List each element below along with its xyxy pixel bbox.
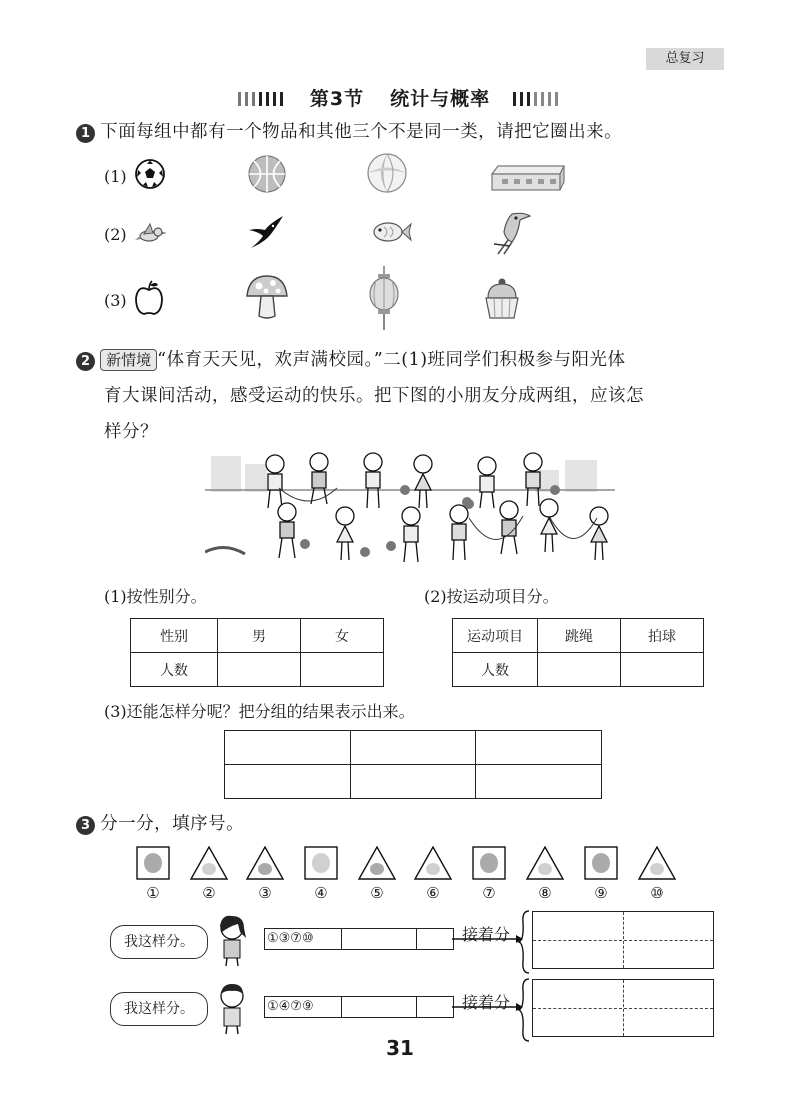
table-header: 拍球 — [621, 619, 704, 653]
shape-card[interactable] — [638, 846, 676, 902]
section-number: 第3节 — [309, 88, 365, 110]
speech-bubble: 我这样分。 — [110, 925, 208, 959]
triangle-shape-icon — [358, 846, 396, 880]
shape-number: ⑧ — [538, 884, 552, 902]
table-row-label: 人数 — [453, 653, 538, 687]
soccer-ball-icon[interactable] — [134, 158, 166, 190]
lantern-icon[interactable] — [368, 266, 400, 332]
shape-number: ⑨ — [594, 884, 608, 902]
square-shape-icon — [582, 846, 620, 880]
part-3-label: (3)还能怎样分呢？把分组的结果表示出来。 — [104, 702, 415, 721]
shape-number: ③ — [258, 884, 272, 902]
square-shape-icon — [470, 846, 508, 880]
shape-number: ② — [202, 884, 216, 902]
bird-icon[interactable] — [134, 222, 168, 246]
triangle-shape-icon — [190, 846, 228, 880]
answer-cell[interactable] — [476, 731, 602, 765]
shape-card[interactable] — [358, 846, 396, 902]
shape-number: ⑦ — [482, 884, 496, 902]
question-text-line: 育大课间活动，感受运动的快乐。把下图的小朋友分成两组，应该怎 — [104, 386, 644, 406]
triangle-shape-icon — [246, 846, 284, 880]
result-box[interactable] — [532, 911, 714, 969]
answer-box[interactable] — [264, 928, 454, 950]
pencil-case-icon[interactable] — [488, 160, 568, 196]
shape-cards — [134, 846, 694, 902]
table-header: 性别 — [131, 619, 218, 653]
q1-row-label: (3) — [104, 291, 127, 310]
next-step-label: 接着分 — [462, 925, 511, 944]
square-shape-icon — [302, 846, 340, 880]
square-shape-icon — [134, 846, 172, 880]
section-title — [0, 84, 800, 111]
shape-card[interactable] — [134, 846, 172, 902]
brace-icon — [518, 910, 530, 974]
answer-cell[interactable] — [621, 653, 704, 687]
section-name: 统计与概率 — [390, 88, 491, 110]
question-3 — [76, 810, 244, 835]
answer-cell[interactable] — [225, 731, 351, 765]
question-text: 分一分，填序号。 — [100, 814, 245, 834]
question-number: 1 — [76, 124, 95, 143]
answer-cell[interactable] — [350, 731, 476, 765]
answer-cell[interactable] — [218, 653, 301, 687]
page-number: 31 — [386, 1036, 414, 1060]
question-text-line: 样分？ — [104, 422, 158, 442]
apple-icon[interactable] — [134, 280, 164, 316]
shape-card[interactable] — [414, 846, 452, 902]
speech-bubble: 我这样分。 — [110, 992, 208, 1026]
children-playing-illustration — [205, 444, 615, 574]
result-box[interactable] — [532, 979, 714, 1037]
answer-filled: ①④⑦⑨ — [265, 997, 342, 1017]
cupcake-icon[interactable] — [484, 276, 520, 320]
table-header: 跳绳 — [538, 619, 621, 653]
fish-icon[interactable] — [368, 218, 412, 246]
shape-number: ① — [146, 884, 160, 902]
shape-card[interactable] — [582, 846, 620, 902]
table-header: 男 — [218, 619, 301, 653]
answer-cell[interactable] — [225, 765, 351, 799]
answer-filled: ①③⑦⑩ — [265, 929, 342, 949]
answer-cell[interactable] — [350, 765, 476, 799]
table-header: 女 — [301, 619, 384, 653]
triangle-shape-icon — [638, 846, 676, 880]
shape-card[interactable] — [526, 846, 564, 902]
answer-cell[interactable] — [476, 765, 602, 799]
custom-grouping-table — [224, 730, 602, 799]
answer-cell[interactable] — [301, 653, 384, 687]
question-text: 下面每组中都有一个物品和其他三个不是同一类，请把它圈出来。 — [100, 122, 623, 142]
shape-number: ⑥ — [426, 884, 440, 902]
swallow-icon[interactable] — [247, 212, 287, 250]
question-number: 3 — [76, 816, 95, 835]
section-heading — [310, 84, 490, 111]
table-header: 运动项目 — [453, 619, 538, 653]
new-situation-badge: 新情境 — [100, 349, 157, 371]
arrow-right-icon — [452, 1002, 524, 1012]
part-2-label: (2)按运动项目分。 — [424, 587, 559, 606]
triangle-shape-icon — [526, 846, 564, 880]
q1-row-label: (2) — [104, 225, 127, 244]
shape-number: ⑤ — [370, 884, 384, 902]
q1-row-label: (1) — [104, 167, 127, 186]
chapter-tag: 总复习 — [646, 48, 724, 70]
arrow-right-icon — [452, 934, 524, 944]
gender-table — [130, 618, 384, 687]
shape-number: ④ — [314, 884, 328, 902]
brace-icon — [518, 978, 530, 1042]
title-decoration-right — [513, 88, 562, 107]
table-row-label: 人数 — [131, 653, 218, 687]
question-number: 2 — [76, 352, 95, 371]
parrot-icon[interactable] — [490, 206, 534, 256]
question-text-line: “体育天天见，欢声满校园。”二(1)班同学们积极参与阳光体 — [157, 350, 626, 370]
shape-card[interactable] — [470, 846, 508, 902]
part-1-label: (1)按性别分。 — [104, 587, 207, 606]
beach-ball-icon[interactable] — [366, 152, 408, 194]
shape-card[interactable] — [246, 846, 284, 902]
boy-avatar-icon — [212, 982, 254, 1036]
sport-table — [452, 618, 704, 687]
shape-card[interactable] — [190, 846, 228, 902]
answer-box[interactable] — [264, 996, 454, 1018]
basketball-icon[interactable] — [247, 154, 287, 194]
girl-avatar-icon — [212, 914, 254, 968]
answer-cell[interactable] — [538, 653, 621, 687]
question-1 — [76, 118, 756, 143]
next-step-label: 接着分 — [462, 993, 511, 1012]
shape-card[interactable] — [302, 846, 340, 902]
title-decoration-left — [238, 88, 287, 107]
triangle-shape-icon — [414, 846, 452, 880]
shape-number: ⑩ — [650, 884, 664, 902]
question-2 — [76, 346, 756, 371]
mushroom-icon[interactable] — [245, 274, 289, 320]
